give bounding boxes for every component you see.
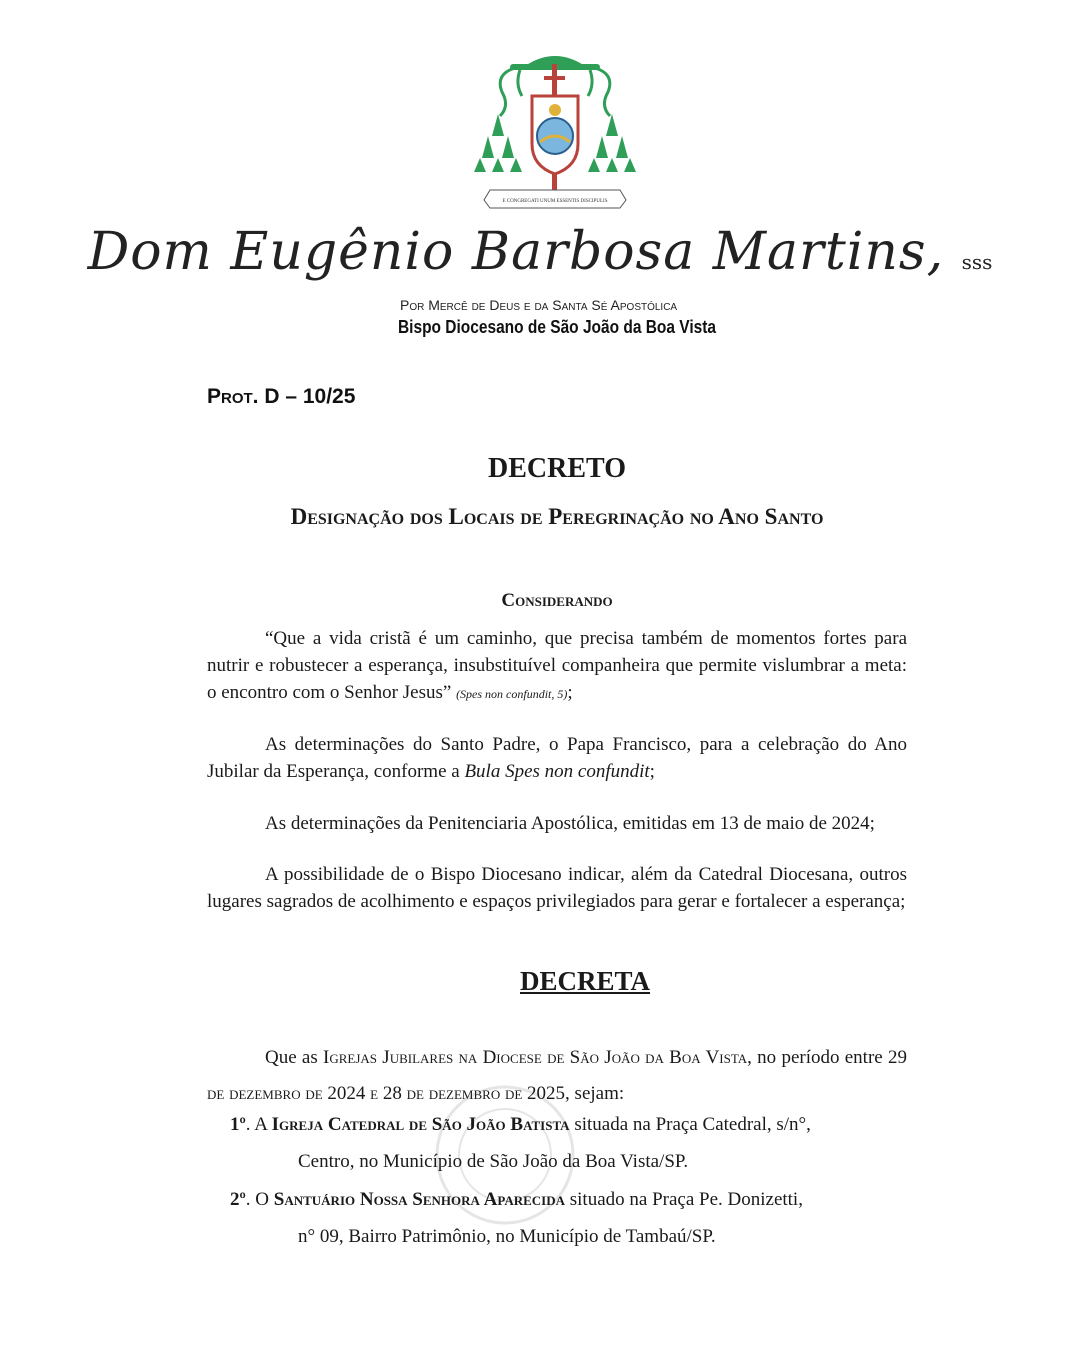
citation: (Spes non confundit, 5)	[456, 687, 568, 701]
bishop-name-signature-heading: Dom Eugênio Barbosa Martins, sss	[87, 222, 993, 282]
svg-text:E CONGREGATI UNUM ESSENTIS DIS: E CONGREGATI UNUM ESSENTIS DISCIPULIS	[502, 199, 608, 204]
consideration-paragraph-4: A possibilidade de o Bispo Diocesano indicar, além da Catedral Diocesana, outros lugares sagrados de acolhimento e espaços privilegiados para gerar e fortalecer a esperança;	[207, 864, 907, 912]
diocese-line: Bispo Diocesano de São João da Boa Vista	[398, 317, 717, 337]
decree-subject: Designação dos Locais de Peregrinação no Ano Santo	[290, 504, 824, 529]
consideration-paragraph-1: “Que a vida cristã é um caminho, que precisa também de momentos fortes para nutrir e robustecer a esperança, insubstituível companheira que permite vislumbrar a meta: o encontro com o Senhor Jesus” (Spes non confundit, 5);	[207, 628, 907, 703]
protocol-number: Prot. D – 10/25	[207, 385, 356, 408]
considering-heading: Considerando	[501, 590, 613, 611]
consideration-paragraph-2: As determinações do Santo Padre, o Papa Francisco, para a celebração do Ano Jubilar da Esperança, conforme a Bula Spes non confundit;	[207, 734, 907, 782]
coat-of-arms-emblem	[470, 44, 640, 216]
consideration-paragraph-3: As determinações da Penitenciaria Apostólica, emitidas em 13 de maio de 2024;	[265, 813, 875, 834]
authority-line: Por Mercê de Deus e da Santa Sé Apostólica	[400, 297, 678, 313]
decrees-heading: DECRETA	[519, 966, 651, 996]
order-suffix: sss	[961, 250, 993, 274]
decree-title: DECRETO	[488, 453, 626, 484]
pilgrimage-site-item: 1º. A Igreja Catedral de São João Batista situada na Praça Catedral, s/n°, Centro, no Município de São João da Boa Vista/SP.	[230, 1114, 811, 1172]
decree-intro-paragraph: Que as Igrejas Jubilares na Diocese de São João da Boa Vista, no período entre 29 de dezembro de 2024 e 28 de dezembro de 2025, sejam:	[207, 1047, 907, 1104]
pilgrimage-site-item: 2º. O Santuário Nossa Senhora Aparecida situado na Praça Pe. Donizetti, n° 09, Bairro Patrimônio, no Município de Tambaú/SP.	[230, 1189, 803, 1247]
